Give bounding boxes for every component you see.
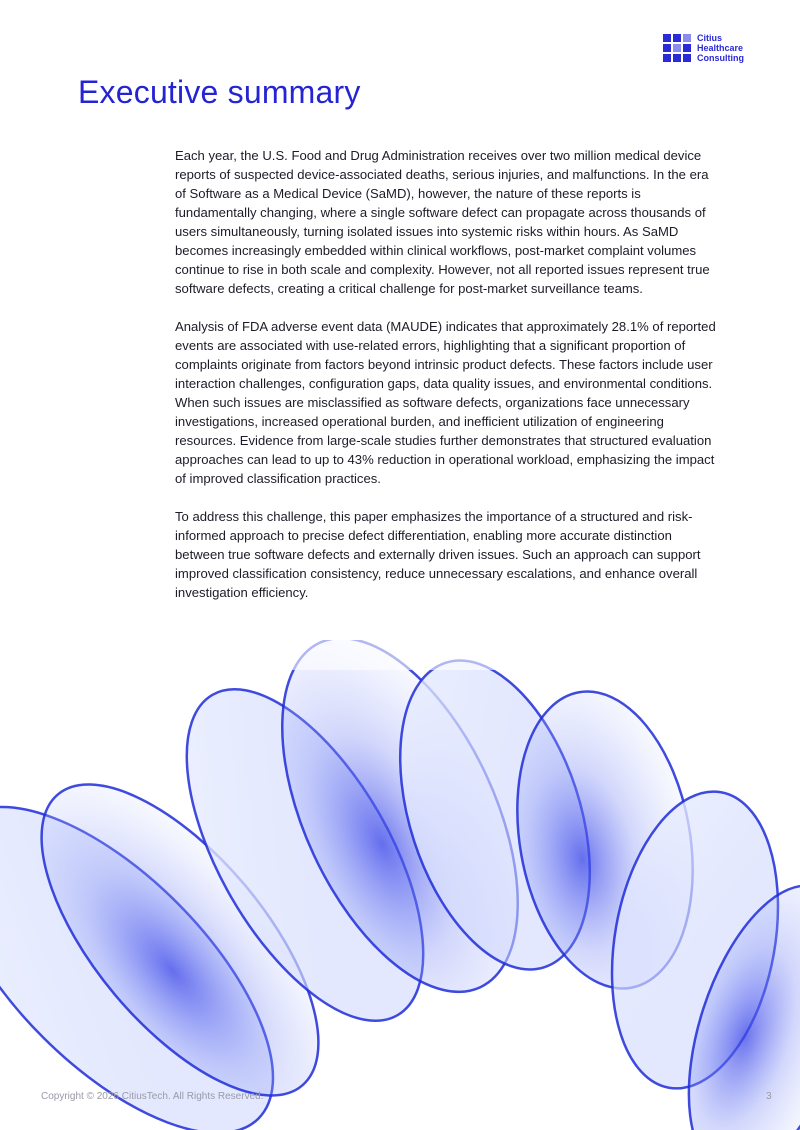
brand-name [697, 33, 744, 63]
brand-logo [663, 33, 744, 63]
logo-grid-icon [663, 34, 691, 62]
summary-body [175, 146, 720, 621]
page-title: Executive summary [78, 74, 361, 110]
footer-copyright: Copyright © 2026 CitiusTech. All Rights Reserved. [41, 1091, 264, 1102]
brand-name-line: Healthcare [697, 43, 744, 53]
summary-paragraph: Analysis of FDA adverse event data (MAUDE) indicates that approximately 28.1% of reported events are associated with use-related errors, highlighting that a significant proportion of complaints originate from factors beyond intrinsic product defects. These factors include user interaction challenges, configuration gaps, data quality issues, and environmental conditions. When such issues are misclassified as software defects, organizations face unnecessary investigations, increased operational burden, and inefficient utilization of engineering resources. Evidence from large-scale studies further demonstrates that structured evaluation approaches can lead to up to 43% reduction in operational workload, emphasizing the impact of improved classification practices. [175, 319, 716, 486]
summary-paragraph: To address this challenge, this paper emphasizes the importance of a structured and risk-informed approach to precise defect differentiation, enabling more accurate distinction between true software defects and externally driven issues. Such an approach can support improved classification consistency, reduce unnecessary escalations, and enhance overall investigation efficiency. [175, 509, 701, 600]
brand-name-line: Citius [697, 33, 723, 43]
brand-name-line: Consulting [697, 53, 744, 63]
decorative-glass-discs [0, 640, 800, 1130]
page-number: 3 [766, 1091, 772, 1102]
summary-paragraph: Each year, the U.S. Food and Drug Administration receives over two million medical device reports of suspected device-associated deaths, serious injuries, and malfunctions. In the era of Software as a Medical Device (SaMD), however, the nature of these reports is fundamentally changing, where a single software defect can propagate across thousands of users simultaneously, turning isolated issues into systemic risks within hours. As SaMD becomes increasingly embedded within clinical workflows, post-market complaint volumes continue to rise in both scale and complexity. However, not all reported issues represent true software defects, creating a critical challenge for post-market surveillance teams. [175, 148, 710, 296]
